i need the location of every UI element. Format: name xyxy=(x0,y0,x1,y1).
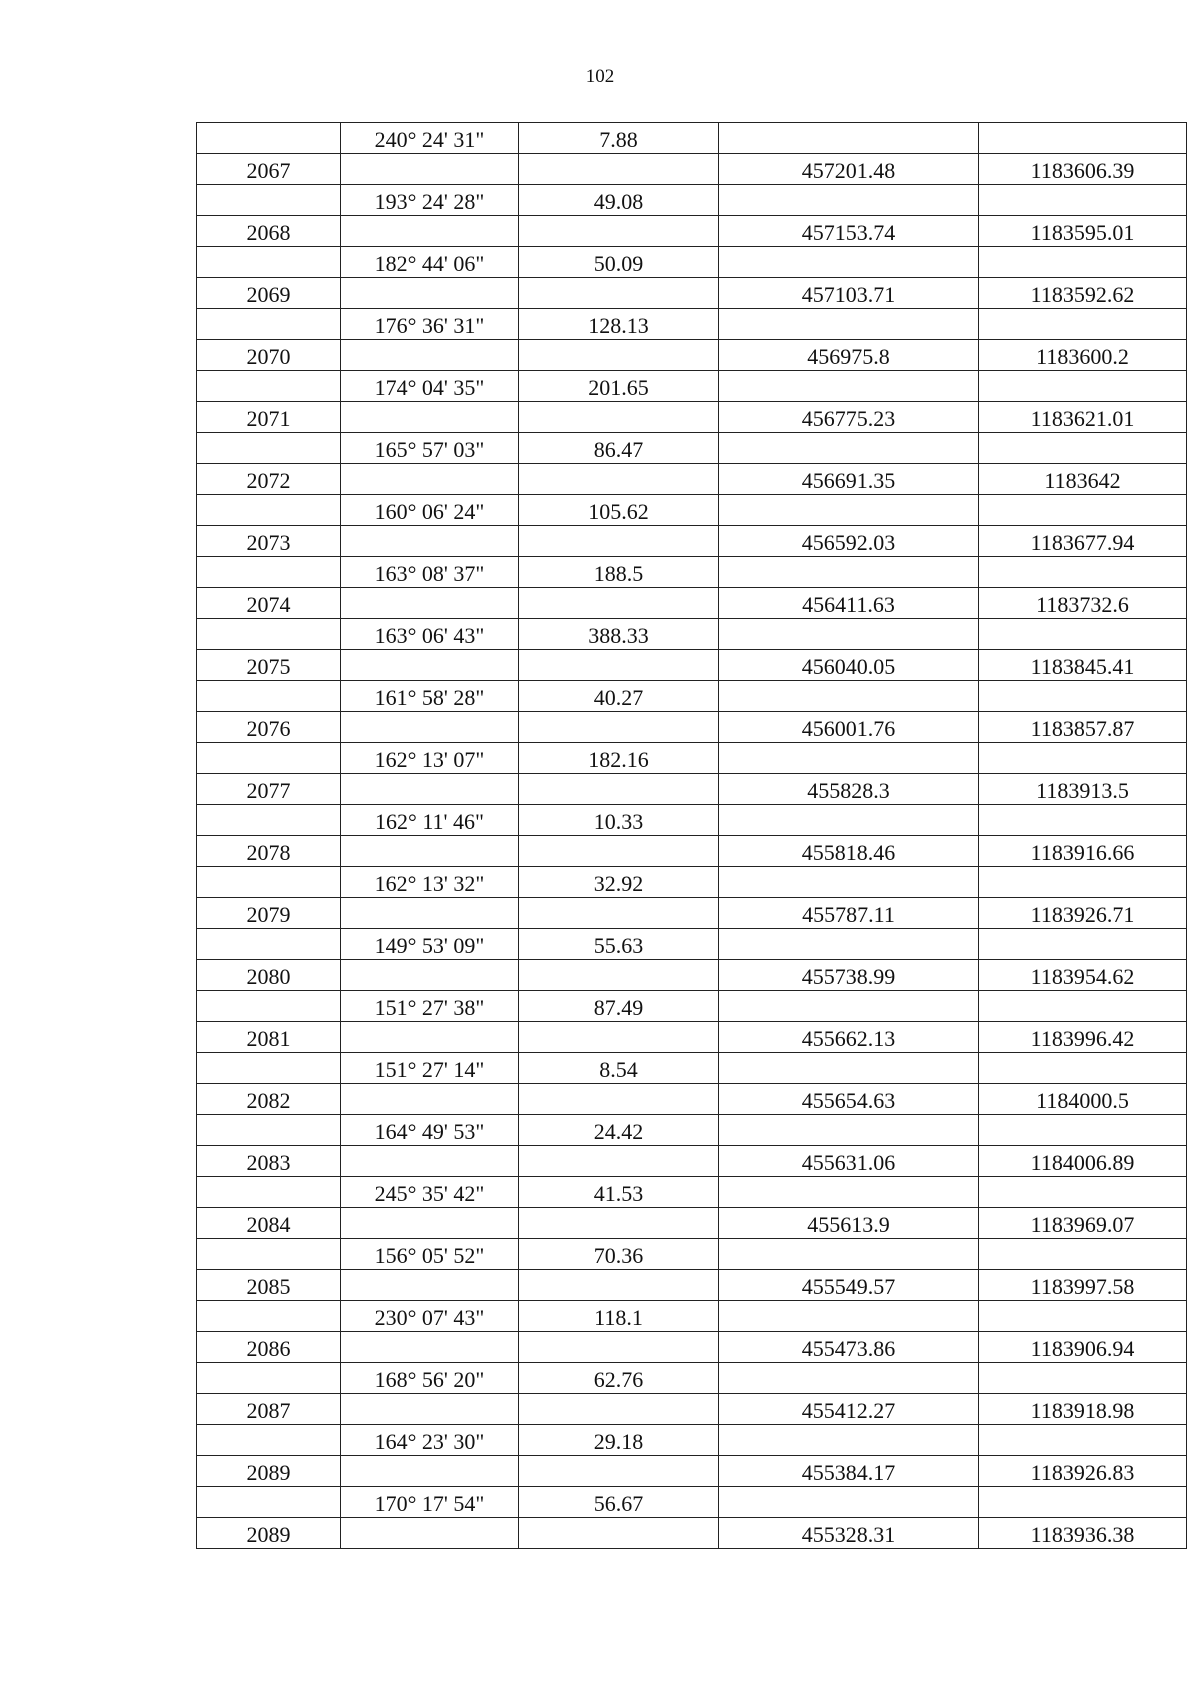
northing-cell: 1183595.01 xyxy=(979,216,1187,247)
empty-cell xyxy=(979,1487,1187,1518)
distance-cell: 50.09 xyxy=(519,247,719,278)
point-id-cell: 2080 xyxy=(197,960,341,991)
empty-cell xyxy=(719,1301,979,1332)
point-id-cell: 2076 xyxy=(197,712,341,743)
empty-cell xyxy=(519,402,719,433)
bearing-cell: 240° 24' 31" xyxy=(341,123,519,154)
easting-cell: 455631.06 xyxy=(719,1146,979,1177)
empty-cell xyxy=(197,1239,341,1270)
point-row xyxy=(197,960,1187,991)
segment-row xyxy=(197,309,1187,340)
empty-cell xyxy=(341,278,519,309)
empty-cell xyxy=(519,1518,719,1549)
point-id-cell: 2074 xyxy=(197,588,341,619)
empty-cell xyxy=(719,1053,979,1084)
bearing-cell: 170° 17' 54" xyxy=(341,1487,519,1518)
point-id-cell: 2086 xyxy=(197,1332,341,1363)
empty-cell xyxy=(197,1115,341,1146)
easting-cell: 455818.46 xyxy=(719,836,979,867)
empty-cell xyxy=(719,1425,979,1456)
empty-cell xyxy=(197,371,341,402)
point-id-cell: 2067 xyxy=(197,154,341,185)
distance-cell: 40.27 xyxy=(519,681,719,712)
distance-cell: 86.47 xyxy=(519,433,719,464)
empty-cell xyxy=(719,1177,979,1208)
empty-cell xyxy=(197,495,341,526)
empty-cell xyxy=(519,836,719,867)
empty-cell xyxy=(197,557,341,588)
empty-cell xyxy=(719,743,979,774)
empty-cell xyxy=(519,1456,719,1487)
segment-row xyxy=(197,929,1187,960)
empty-cell xyxy=(979,619,1187,650)
empty-cell xyxy=(341,1208,519,1239)
empty-cell xyxy=(341,1270,519,1301)
empty-cell xyxy=(341,650,519,681)
distance-cell: 49.08 xyxy=(519,185,719,216)
distance-cell: 32.92 xyxy=(519,867,719,898)
bearing-cell: 160° 06' 24" xyxy=(341,495,519,526)
distance-cell: 8.54 xyxy=(519,1053,719,1084)
empty-cell xyxy=(197,1363,341,1394)
empty-cell xyxy=(197,867,341,898)
northing-cell: 1183996.42 xyxy=(979,1022,1187,1053)
bearing-cell: 245° 35' 42" xyxy=(341,1177,519,1208)
distance-cell: 7.88 xyxy=(519,123,719,154)
empty-cell xyxy=(519,1022,719,1053)
empty-cell xyxy=(519,774,719,805)
empty-cell xyxy=(341,898,519,929)
segment-row xyxy=(197,743,1187,774)
empty-cell xyxy=(979,1053,1187,1084)
easting-cell: 455412.27 xyxy=(719,1394,979,1425)
segment-row xyxy=(197,495,1187,526)
empty-cell xyxy=(719,309,979,340)
point-id-cell: 2078 xyxy=(197,836,341,867)
empty-cell xyxy=(197,309,341,340)
empty-cell xyxy=(719,619,979,650)
easting-cell: 457201.48 xyxy=(719,154,979,185)
point-row xyxy=(197,774,1187,805)
empty-cell xyxy=(341,526,519,557)
point-row xyxy=(197,712,1187,743)
segment-row xyxy=(197,123,1187,154)
point-row xyxy=(197,836,1187,867)
point-row xyxy=(197,1146,1187,1177)
point-row xyxy=(197,1456,1187,1487)
empty-cell xyxy=(979,371,1187,402)
point-row xyxy=(197,650,1187,681)
segment-row xyxy=(197,619,1187,650)
empty-cell xyxy=(519,340,719,371)
bearing-cell: 149° 53' 09" xyxy=(341,929,519,960)
empty-cell xyxy=(341,836,519,867)
empty-cell xyxy=(197,1487,341,1518)
empty-cell xyxy=(197,929,341,960)
empty-cell xyxy=(519,960,719,991)
empty-cell xyxy=(979,557,1187,588)
segment-row xyxy=(197,1177,1187,1208)
empty-cell xyxy=(341,1332,519,1363)
empty-cell xyxy=(197,805,341,836)
empty-cell xyxy=(341,154,519,185)
distance-cell: 56.67 xyxy=(519,1487,719,1518)
empty-cell xyxy=(341,1518,519,1549)
empty-cell xyxy=(341,340,519,371)
easting-cell: 457103.71 xyxy=(719,278,979,309)
empty-cell xyxy=(979,185,1187,216)
empty-cell xyxy=(719,557,979,588)
empty-cell xyxy=(341,774,519,805)
northing-cell: 1184006.89 xyxy=(979,1146,1187,1177)
segment-row xyxy=(197,185,1187,216)
empty-cell xyxy=(719,1363,979,1394)
easting-cell: 455613.9 xyxy=(719,1208,979,1239)
segment-row xyxy=(197,1053,1187,1084)
point-id-cell: 2089 xyxy=(197,1456,341,1487)
bearing-cell: 156° 05' 52" xyxy=(341,1239,519,1270)
empty-cell xyxy=(979,1177,1187,1208)
segment-row xyxy=(197,681,1187,712)
point-id-cell: 2070 xyxy=(197,340,341,371)
survey-table xyxy=(196,122,1187,1549)
segment-row xyxy=(197,805,1187,836)
point-id-cell: 2089 xyxy=(197,1518,341,1549)
easting-cell: 455738.99 xyxy=(719,960,979,991)
page-number: 102 xyxy=(585,66,615,87)
bearing-cell: 162° 13' 32" xyxy=(341,867,519,898)
empty-cell xyxy=(979,247,1187,278)
distance-cell: 182.16 xyxy=(519,743,719,774)
empty-cell xyxy=(979,123,1187,154)
northing-cell: 1183918.98 xyxy=(979,1394,1187,1425)
easting-cell: 456775.23 xyxy=(719,402,979,433)
point-row xyxy=(197,1332,1187,1363)
empty-cell xyxy=(197,743,341,774)
point-id-cell: 2083 xyxy=(197,1146,341,1177)
empty-cell xyxy=(979,991,1187,1022)
empty-cell xyxy=(519,588,719,619)
empty-cell xyxy=(519,526,719,557)
distance-cell: 70.36 xyxy=(519,1239,719,1270)
northing-cell: 1183677.94 xyxy=(979,526,1187,557)
northing-cell: 1183954.62 xyxy=(979,960,1187,991)
empty-cell xyxy=(979,929,1187,960)
point-id-cell: 2072 xyxy=(197,464,341,495)
point-id-cell: 2085 xyxy=(197,1270,341,1301)
empty-cell xyxy=(519,898,719,929)
easting-cell: 456040.05 xyxy=(719,650,979,681)
bearing-cell: 176° 36' 31" xyxy=(341,309,519,340)
distance-cell: 188.5 xyxy=(519,557,719,588)
empty-cell xyxy=(197,681,341,712)
empty-cell xyxy=(519,650,719,681)
empty-cell xyxy=(979,1301,1187,1332)
point-id-cell: 2071 xyxy=(197,402,341,433)
bearing-cell: 162° 11' 46" xyxy=(341,805,519,836)
empty-cell xyxy=(341,216,519,247)
segment-row xyxy=(197,1301,1187,1332)
easting-cell: 457153.74 xyxy=(719,216,979,247)
empty-cell xyxy=(719,371,979,402)
northing-cell: 1183926.83 xyxy=(979,1456,1187,1487)
northing-cell: 1183592.62 xyxy=(979,278,1187,309)
northing-cell: 1183606.39 xyxy=(979,154,1187,185)
empty-cell xyxy=(979,805,1187,836)
empty-cell xyxy=(519,1146,719,1177)
distance-cell: 62.76 xyxy=(519,1363,719,1394)
point-row xyxy=(197,1084,1187,1115)
segment-row xyxy=(197,1487,1187,1518)
empty-cell xyxy=(197,1053,341,1084)
segment-row xyxy=(197,1425,1187,1456)
point-row xyxy=(197,588,1187,619)
bearing-cell: 230° 07' 43" xyxy=(341,1301,519,1332)
segment-row xyxy=(197,1363,1187,1394)
point-id-cell: 2084 xyxy=(197,1208,341,1239)
distance-cell: 87.49 xyxy=(519,991,719,1022)
northing-cell: 1183913.5 xyxy=(979,774,1187,805)
point-id-cell: 2075 xyxy=(197,650,341,681)
empty-cell xyxy=(519,1208,719,1239)
empty-cell xyxy=(979,433,1187,464)
empty-cell xyxy=(719,681,979,712)
distance-cell: 388.33 xyxy=(519,619,719,650)
point-row xyxy=(197,402,1187,433)
point-row xyxy=(197,898,1187,929)
point-id-cell: 2081 xyxy=(197,1022,341,1053)
easting-cell: 456975.8 xyxy=(719,340,979,371)
empty-cell xyxy=(979,1239,1187,1270)
point-row xyxy=(197,1270,1187,1301)
point-row xyxy=(197,526,1187,557)
empty-cell xyxy=(341,1022,519,1053)
point-row xyxy=(197,154,1187,185)
empty-cell xyxy=(719,991,979,1022)
empty-cell xyxy=(197,991,341,1022)
easting-cell: 456592.03 xyxy=(719,526,979,557)
empty-cell xyxy=(197,123,341,154)
northing-cell: 1183621.01 xyxy=(979,402,1187,433)
empty-cell xyxy=(979,495,1187,526)
empty-cell xyxy=(197,619,341,650)
empty-cell xyxy=(519,1394,719,1425)
easting-cell: 455473.86 xyxy=(719,1332,979,1363)
empty-cell xyxy=(519,1084,719,1115)
empty-cell xyxy=(197,1177,341,1208)
empty-cell xyxy=(341,712,519,743)
easting-cell: 455787.11 xyxy=(719,898,979,929)
distance-cell: 29.18 xyxy=(519,1425,719,1456)
segment-row xyxy=(197,433,1187,464)
point-id-cell: 2087 xyxy=(197,1394,341,1425)
bearing-cell: 193° 24' 28" xyxy=(341,185,519,216)
empty-cell xyxy=(197,247,341,278)
empty-cell xyxy=(341,1146,519,1177)
empty-cell xyxy=(519,712,719,743)
distance-cell: 41.53 xyxy=(519,1177,719,1208)
segment-row xyxy=(197,1115,1187,1146)
point-row xyxy=(197,1022,1187,1053)
point-id-cell: 2068 xyxy=(197,216,341,247)
empty-cell xyxy=(341,1084,519,1115)
distance-cell: 105.62 xyxy=(519,495,719,526)
easting-cell: 456691.35 xyxy=(719,464,979,495)
empty-cell xyxy=(719,247,979,278)
easting-cell: 455654.63 xyxy=(719,1084,979,1115)
empty-cell xyxy=(519,1270,719,1301)
empty-cell xyxy=(341,464,519,495)
point-row xyxy=(197,216,1187,247)
point-id-cell: 2082 xyxy=(197,1084,341,1115)
easting-cell: 455549.57 xyxy=(719,1270,979,1301)
point-row xyxy=(197,278,1187,309)
point-id-cell: 2079 xyxy=(197,898,341,929)
bearing-cell: 168° 56' 20" xyxy=(341,1363,519,1394)
empty-cell xyxy=(719,929,979,960)
empty-cell xyxy=(719,1487,979,1518)
empty-cell xyxy=(719,1115,979,1146)
point-id-cell: 2069 xyxy=(197,278,341,309)
distance-cell: 10.33 xyxy=(519,805,719,836)
empty-cell xyxy=(519,278,719,309)
empty-cell xyxy=(719,495,979,526)
segment-row xyxy=(197,371,1187,402)
bearing-cell: 151° 27' 38" xyxy=(341,991,519,1022)
empty-cell xyxy=(719,185,979,216)
northing-cell: 1183600.2 xyxy=(979,340,1187,371)
bearing-cell: 182° 44' 06" xyxy=(341,247,519,278)
northing-cell: 1183642 xyxy=(979,464,1187,495)
empty-cell xyxy=(719,805,979,836)
empty-cell xyxy=(519,216,719,247)
empty-cell xyxy=(197,1301,341,1332)
point-row xyxy=(197,1518,1187,1549)
distance-cell: 118.1 xyxy=(519,1301,719,1332)
northing-cell: 1183906.94 xyxy=(979,1332,1187,1363)
empty-cell xyxy=(341,1394,519,1425)
bearing-cell: 174° 04' 35" xyxy=(341,371,519,402)
distance-cell: 128.13 xyxy=(519,309,719,340)
easting-cell: 455662.13 xyxy=(719,1022,979,1053)
easting-cell: 455384.17 xyxy=(719,1456,979,1487)
empty-cell xyxy=(197,185,341,216)
distance-cell: 201.65 xyxy=(519,371,719,402)
segment-row xyxy=(197,557,1187,588)
bearing-cell: 164° 49' 53" xyxy=(341,1115,519,1146)
point-row xyxy=(197,340,1187,371)
empty-cell xyxy=(979,1115,1187,1146)
bearing-cell: 163° 06' 43" xyxy=(341,619,519,650)
empty-cell xyxy=(979,681,1187,712)
empty-cell xyxy=(519,1332,719,1363)
point-id-cell: 2073 xyxy=(197,526,341,557)
empty-cell xyxy=(341,960,519,991)
segment-row xyxy=(197,1239,1187,1270)
empty-cell xyxy=(197,1425,341,1456)
easting-cell: 456411.63 xyxy=(719,588,979,619)
easting-cell: 456001.76 xyxy=(719,712,979,743)
point-id-cell: 2077 xyxy=(197,774,341,805)
northing-cell: 1183936.38 xyxy=(979,1518,1187,1549)
distance-cell: 55.63 xyxy=(519,929,719,960)
bearing-cell: 163° 08' 37" xyxy=(341,557,519,588)
northing-cell: 1183969.07 xyxy=(979,1208,1187,1239)
northing-cell: 1184000.5 xyxy=(979,1084,1187,1115)
northing-cell: 1183926.71 xyxy=(979,898,1187,929)
empty-cell xyxy=(719,123,979,154)
bearing-cell: 161° 58' 28" xyxy=(341,681,519,712)
empty-cell xyxy=(719,433,979,464)
point-row xyxy=(197,1394,1187,1425)
empty-cell xyxy=(341,1456,519,1487)
northing-cell: 1183857.87 xyxy=(979,712,1187,743)
northing-cell: 1183997.58 xyxy=(979,1270,1187,1301)
northing-cell: 1183732.6 xyxy=(979,588,1187,619)
empty-cell xyxy=(197,433,341,464)
bearing-cell: 165° 57' 03" xyxy=(341,433,519,464)
empty-cell xyxy=(979,309,1187,340)
empty-cell xyxy=(519,464,719,495)
bearing-cell: 162° 13' 07" xyxy=(341,743,519,774)
empty-cell xyxy=(519,154,719,185)
bearing-cell: 164° 23' 30" xyxy=(341,1425,519,1456)
northing-cell: 1183916.66 xyxy=(979,836,1187,867)
empty-cell xyxy=(979,1425,1187,1456)
empty-cell xyxy=(719,867,979,898)
empty-cell xyxy=(341,402,519,433)
point-row xyxy=(197,1208,1187,1239)
empty-cell xyxy=(341,588,519,619)
segment-row xyxy=(197,247,1187,278)
empty-cell xyxy=(979,867,1187,898)
point-row xyxy=(197,464,1187,495)
segment-row xyxy=(197,867,1187,898)
easting-cell: 455328.31 xyxy=(719,1518,979,1549)
segment-row xyxy=(197,991,1187,1022)
bearing-cell: 151° 27' 14" xyxy=(341,1053,519,1084)
easting-cell: 455828.3 xyxy=(719,774,979,805)
empty-cell xyxy=(979,1363,1187,1394)
northing-cell: 1183845.41 xyxy=(979,650,1187,681)
empty-cell xyxy=(979,743,1187,774)
distance-cell: 24.42 xyxy=(519,1115,719,1146)
empty-cell xyxy=(719,1239,979,1270)
